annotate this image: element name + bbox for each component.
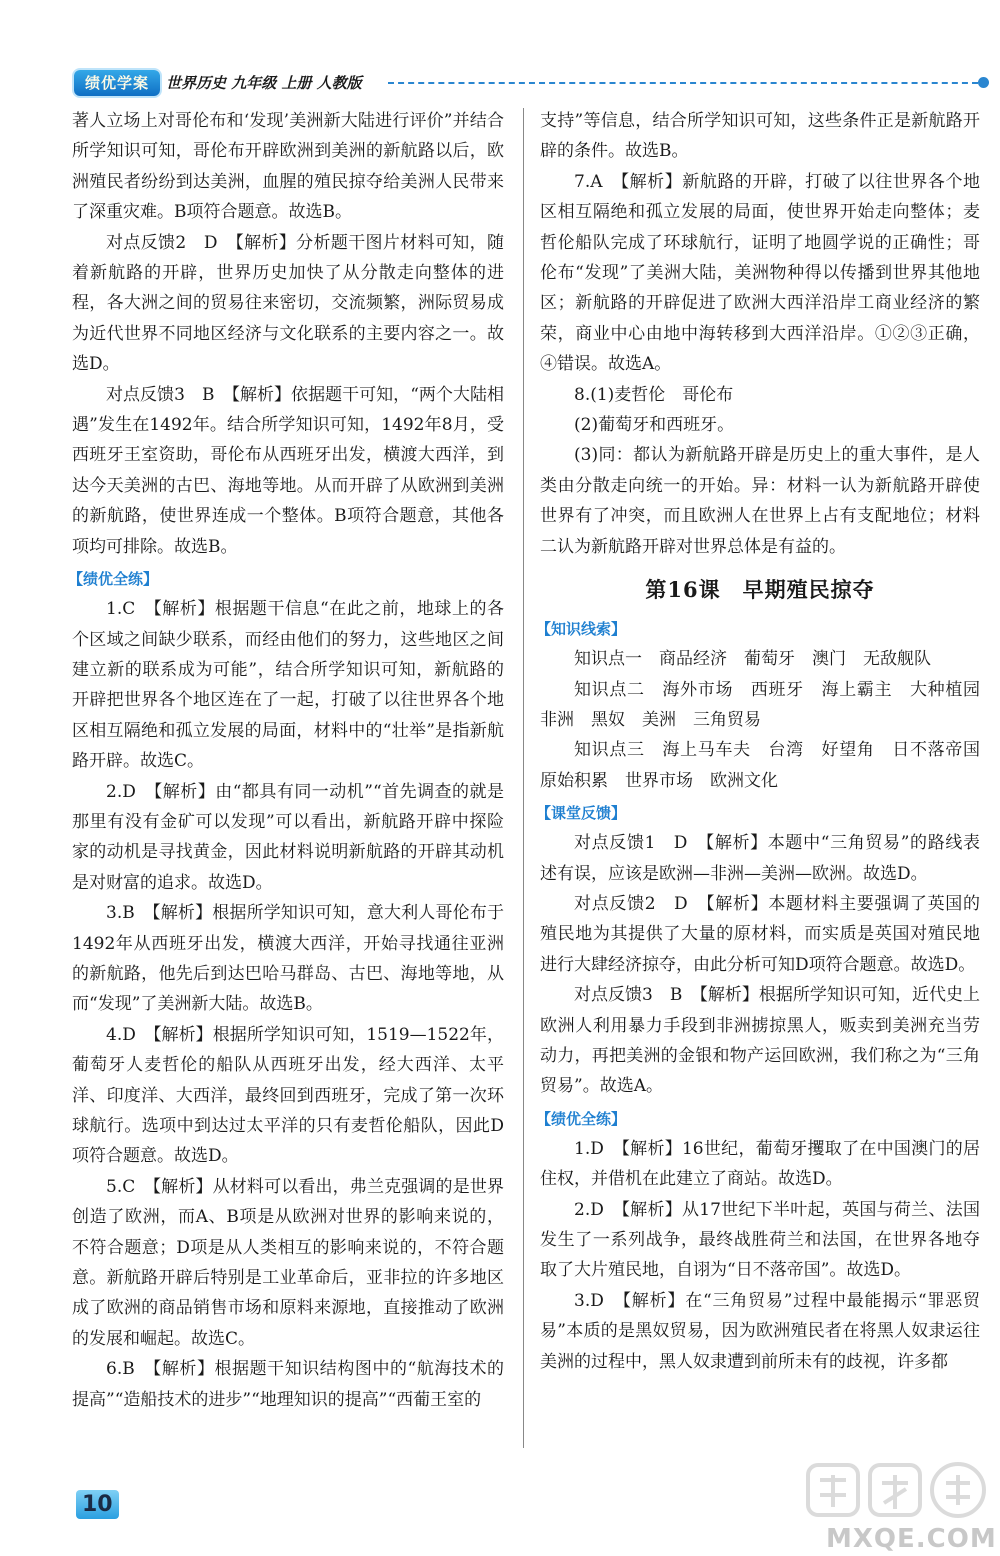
paragraph: 5.C 【解析】从材料可以看出，弗兰克强调的是世界创造了欧洲，而A、B项是从欧洲对世界的影响来说的，不符合题意；D项是从人类相互的影响来说的，不符合题意。新航路开辟后特别是工业革命后，亚非拉的许多地区成了欧洲的商品销售市场和原料来源地，直接推动了欧洲的发展和崛起。故选C。 [72, 1176, 504, 1349]
paragraph: 对点反馈3 B 【解析】依据题干可知，“两个大陆相遇”发生在1492年。结合所学知识可知，1492年8月，受西班牙王室资助，哥伦布从西班牙出发，横渡大西洋，到达今天美洲的古巴、海地等地。从而开辟了从欧洲到美洲的新航路，使世界连成一个整体。B项符合题意，其他各项均可排除。故选B。 [72, 384, 504, 557]
watermark-url: MXQE.COM [826, 1524, 997, 1554]
column-divider [523, 108, 524, 1448]
paragraph: 7.A 【解析】新航路的开辟，打破了以往世界各个地区相互隔绝和孤立发展的局面，使世界开始走向整体；麦哲伦船队完成了环球航行，证明了地圆学说的正确性；哥伦布“发现”了美洲大陆，美洲物种得以传播到世界其他地区；新航路的开辟促进了欧洲大西洋沿岸工商业经济的繁荣，商业中心由地中海转移到大西洋沿岸。①②③正确，④错误。故选A。 [540, 171, 980, 375]
paragraph: 3.B 【解析】根据所学知识可知，意大利人哥伦布于1492年从西班牙出发，横渡大西洋，开始寻找通往亚洲的新航路，他先后到达巴哈马群岛、古巴、海地等地，从而“发现”了美洲新大陆。故选B。 [72, 903, 504, 1015]
section-heading: 【绩优全练】 [68, 570, 159, 589]
paragraph: 支持”等信息，结合所学知识可知，这些条件正是新航路开辟的条件。故选B。 [540, 111, 980, 162]
paragraph: 对点反馈1 D 【解析】本题中“三角贸易”的路线表述有误，应该是欧洲—非洲—美洲—欧洲。故选D。 [540, 833, 980, 884]
knowledge-point: 知识点一 商品经济 葡萄牙 澳门 无敌舰队 [574, 649, 931, 670]
paragraph: 对点反馈3 B 【解析】根据所学知识可知，近代史上欧洲人利用暴力手段到非洲掳掠黑人，贩卖到美洲充当劳动力，再把美洲的金银和物产运回欧洲，我们称之为“三角贸易”。故选A。 [540, 985, 980, 1097]
section-heading: 【绩优全练】 [536, 1109, 627, 1128]
section-heading: 【课堂反馈】 [536, 804, 627, 823]
watermark-logo-icon [800, 1455, 990, 1525]
left-column [68, 106, 504, 1415]
page-header [70, 68, 990, 102]
brand-logo: 绩优学案 [74, 70, 160, 96]
knowledge-point: 知识点二 海外市场 西班牙 海上霸主 大种植园 非洲 黑奴 美洲 三角贸易 [540, 679, 997, 730]
paragraph: (2)葡萄牙和西班牙。 [574, 415, 735, 436]
paragraph: 对点反馈2 D 【解析】本题材料主要强调了英国的殖民地为其提供了大量的原材料，而实质是英国对殖民地进行大肆经济掠夺，由此分析可知D项符合题意。故选D。 [540, 893, 980, 975]
paragraph: 2.D 【解析】从17世纪下半叶起，英国与荷兰、法国发生了一系列战争，最终战胜荷兰和法国，在世界各地夺取了大片殖民地，自诩为“日不落帝国”。故选D。 [540, 1199, 980, 1281]
paragraph: 对点反馈2 D 【解析】分析题干图片材料可知，随着新航路的开辟，世界历史加快了从分散走向整体的进程，各大洲之间的贸易往来密切，交流频繁，洲际贸易成为近代世界不同地区经济与文化联系的主要内容之一。故选D。 [72, 232, 504, 375]
paragraph: 6.B 【解析】根据题干知识结构图中的“航海技术的提高”“造船技术的进步”“地理知识的提高”“西葡王室的 [72, 1359, 504, 1410]
right-column [536, 106, 997, 1377]
header-dot [978, 77, 989, 88]
paragraph: 8.(1)麦哲伦 哥伦布 [574, 384, 734, 405]
paragraph: 著人立场上对哥伦布和‘发现’美洲新大陆进行评价”并结合所学知识可知，哥伦布开辟欧洲到美洲的新航路以后，欧洲殖民者纷纷到达美洲，血腥的殖民掠夺给美洲人民带来了深重灾难。B项符合题意。故选B。 [72, 111, 504, 223]
knowledge-point: 知识点三 海上马车夫 台湾 好望角 日不落帝国 原始积累 世界市场 欧洲文化 [540, 740, 997, 791]
paragraph: (3)同：都认为新航路开辟是历史上的重大事件，是人类由分散走向统一的开始。异：材料一认为新航路开辟使世界有了冲突，而且欧洲人在世界上占有支配地位；材料二认为新航路开辟对世界总体是有益的。 [540, 445, 980, 557]
paragraph: 3.D 【解析】在“三角贸易”过程中最能揭示“罪恶贸易”本质的是黑奴贸易，因为欧洲殖民者在将黑人奴隶运往美洲的过程中，黑人奴隶遭到前所未有的歧视，许多都 [540, 1290, 980, 1372]
paragraph: 2.D 【解析】由“都具有同一动机”“首先调查的就是那里有没有金矿可以发现”可以看出，新航路开辟中探险家的动机是寻找黄金，因此材料说明新航路的开辟其动机是对财富的追求。故选D。 [72, 781, 504, 893]
section-heading: 【知识线索】 [536, 620, 627, 639]
paragraph: 4.D 【解析】根据所学知识可知，1519—1522年，葡萄牙人麦哲伦的船队从西班牙出发，经大西洋、太平洋、印度洋、大西洋，最终回到西班牙，完成了第一次环球航行。选项中到达过太平洋的只有麦哲伦船队，因此D项符合题意。故选D。 [72, 1024, 504, 1167]
paragraph: 1.D 【解析】16世纪，葡萄牙攫取了在中国澳门的居住权，并借机在此建立了商站。故选D。 [540, 1138, 980, 1190]
lesson-title: 第16课 早期殖民掠夺 [645, 577, 875, 603]
header-rule [388, 82, 978, 84]
paragraph: 1.C 【解析】根据题干信息“在此之前，地球上的各个区域之间缺少联系，而经由他们的努力，这些地区之间建立新的联系成为可能”，结合所学知识可知，新航路的开辟把世界各个地区连在了一起，打破了以往世界各个地区相互隔绝和孤立发展的局面，材料中的“壮举”是指新航路开辟。故选C。 [72, 599, 504, 772]
page-number: 10 [76, 1490, 119, 1519]
book-subtitle: 世界历史 九年级 上册 人教版 [166, 74, 362, 92]
